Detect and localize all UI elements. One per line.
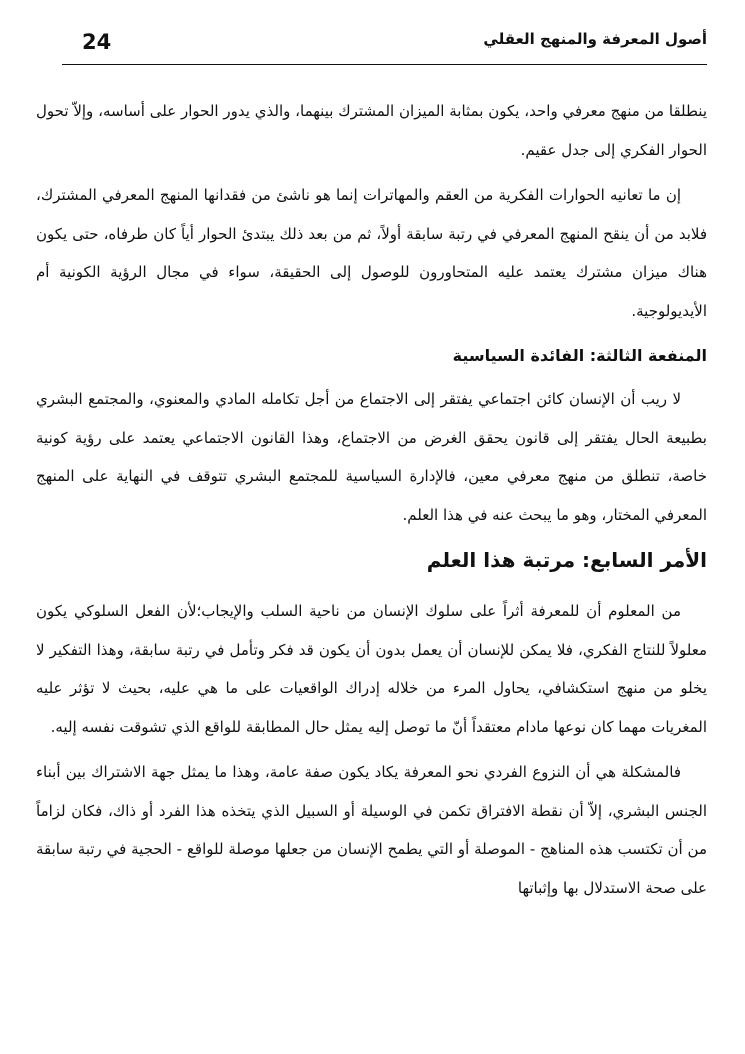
paragraph-3: لا ريب أن الإنسان كائن اجتماعي يفتقر إلى الاجتماع من أجل تكامله المادي والمعنوي، والمجتمع البشري بطبيعة الحال يفتقر إلى قانون يحقق الغرض من الاجتماع، وهذا القانون الاجتماعي يعتمد على رؤية كونية خاصة، تنطلق من منهج معرفي معين، فالإدارة السياسية للمجتمع البشري تتوقف في النهاية على المنهج المعرفي المختار، وهو ما يبحث عنه في هذا العلم. [36,390,707,524]
page-number: 24 [82,30,112,54]
running-header [62,26,707,65]
paragraph-4: من المعلوم أن للمعرفة أثراً على سلوك الإنسان من ناحية السلب والإيجاب؛لأن الفعل السلوكي يكون معلولاً للنتاج الفكري، فلا يمكن للإنسان أن يعمل بدون أن يكون قد فكر وتأمل في رتبة سابقة، وهذا التفكير لا يخلو من منهج استكشافي، يحاول المرء من خلاله إدراك الواقعيات على ما هي عليه، بحيث لا تؤثر عليه المغريات مهما كان نوعها مادام معتقداً أنّ ما توصل إليه يمثل حال المطابقة للواقع الذي تشوقت نفسه إليه. [36,602,707,736]
paragraph-5: فالمشكلة هي أن النزوع الفردي نحو المعرفة يكاد يكون صفة عامة، وهذا ما يمثل جهة الاشتراك بين أبناء الجنس البشري، إلاّ أن نقطة الافتراق تكمن في الوسيلة أو السبيل الذي يتخذه هذا الفرد أو ذاك، فكان لزاماً من أن تكتسب هذه المناهج - الموصلة أو التي يطمح الإنسان من جعلها موصلة للواقع - الحجية في رتبة سابقة على صحة الاستدلال بها وإثباتها [36,763,707,897]
paragraph-2: إن ما تعانيه الحوارات الفكرية من العقم والمهاترات إنما هو ناشئ من فقدانها المنهج المعرفي المشترك، فلابد من أن ينقح المنهج المعرفي في رتبة سابقة أولاً، ثم من بعد ذلك يبتدئ الحوار أياً كان طرفاه، حتى يكون هناك ميزان مشترك يعتمد عليه المتحاورون للوصول إلى الحقيقة، سواء في مجال الرؤية الكونية أم الأيديولوجية. [36,186,707,320]
section-subheading: المنفعة الثالثة: الفائدة السياسية [452,346,707,365]
paragraph-1: ينطلقا من منهج معرفي واحد، يكون بمثابة الميزان المشترك بينهما، والذي يدور الحوار على أساسه، وإلاّ تحول الحوار الفكري إلى جدل عقيم. [36,102,707,159]
section-heading: الأمر السابع: مرتبة هذا العلم [426,548,707,572]
body-text [36,92,707,907]
running-header-title: أصول المعرفة والمنهج العقلي [483,30,707,48]
